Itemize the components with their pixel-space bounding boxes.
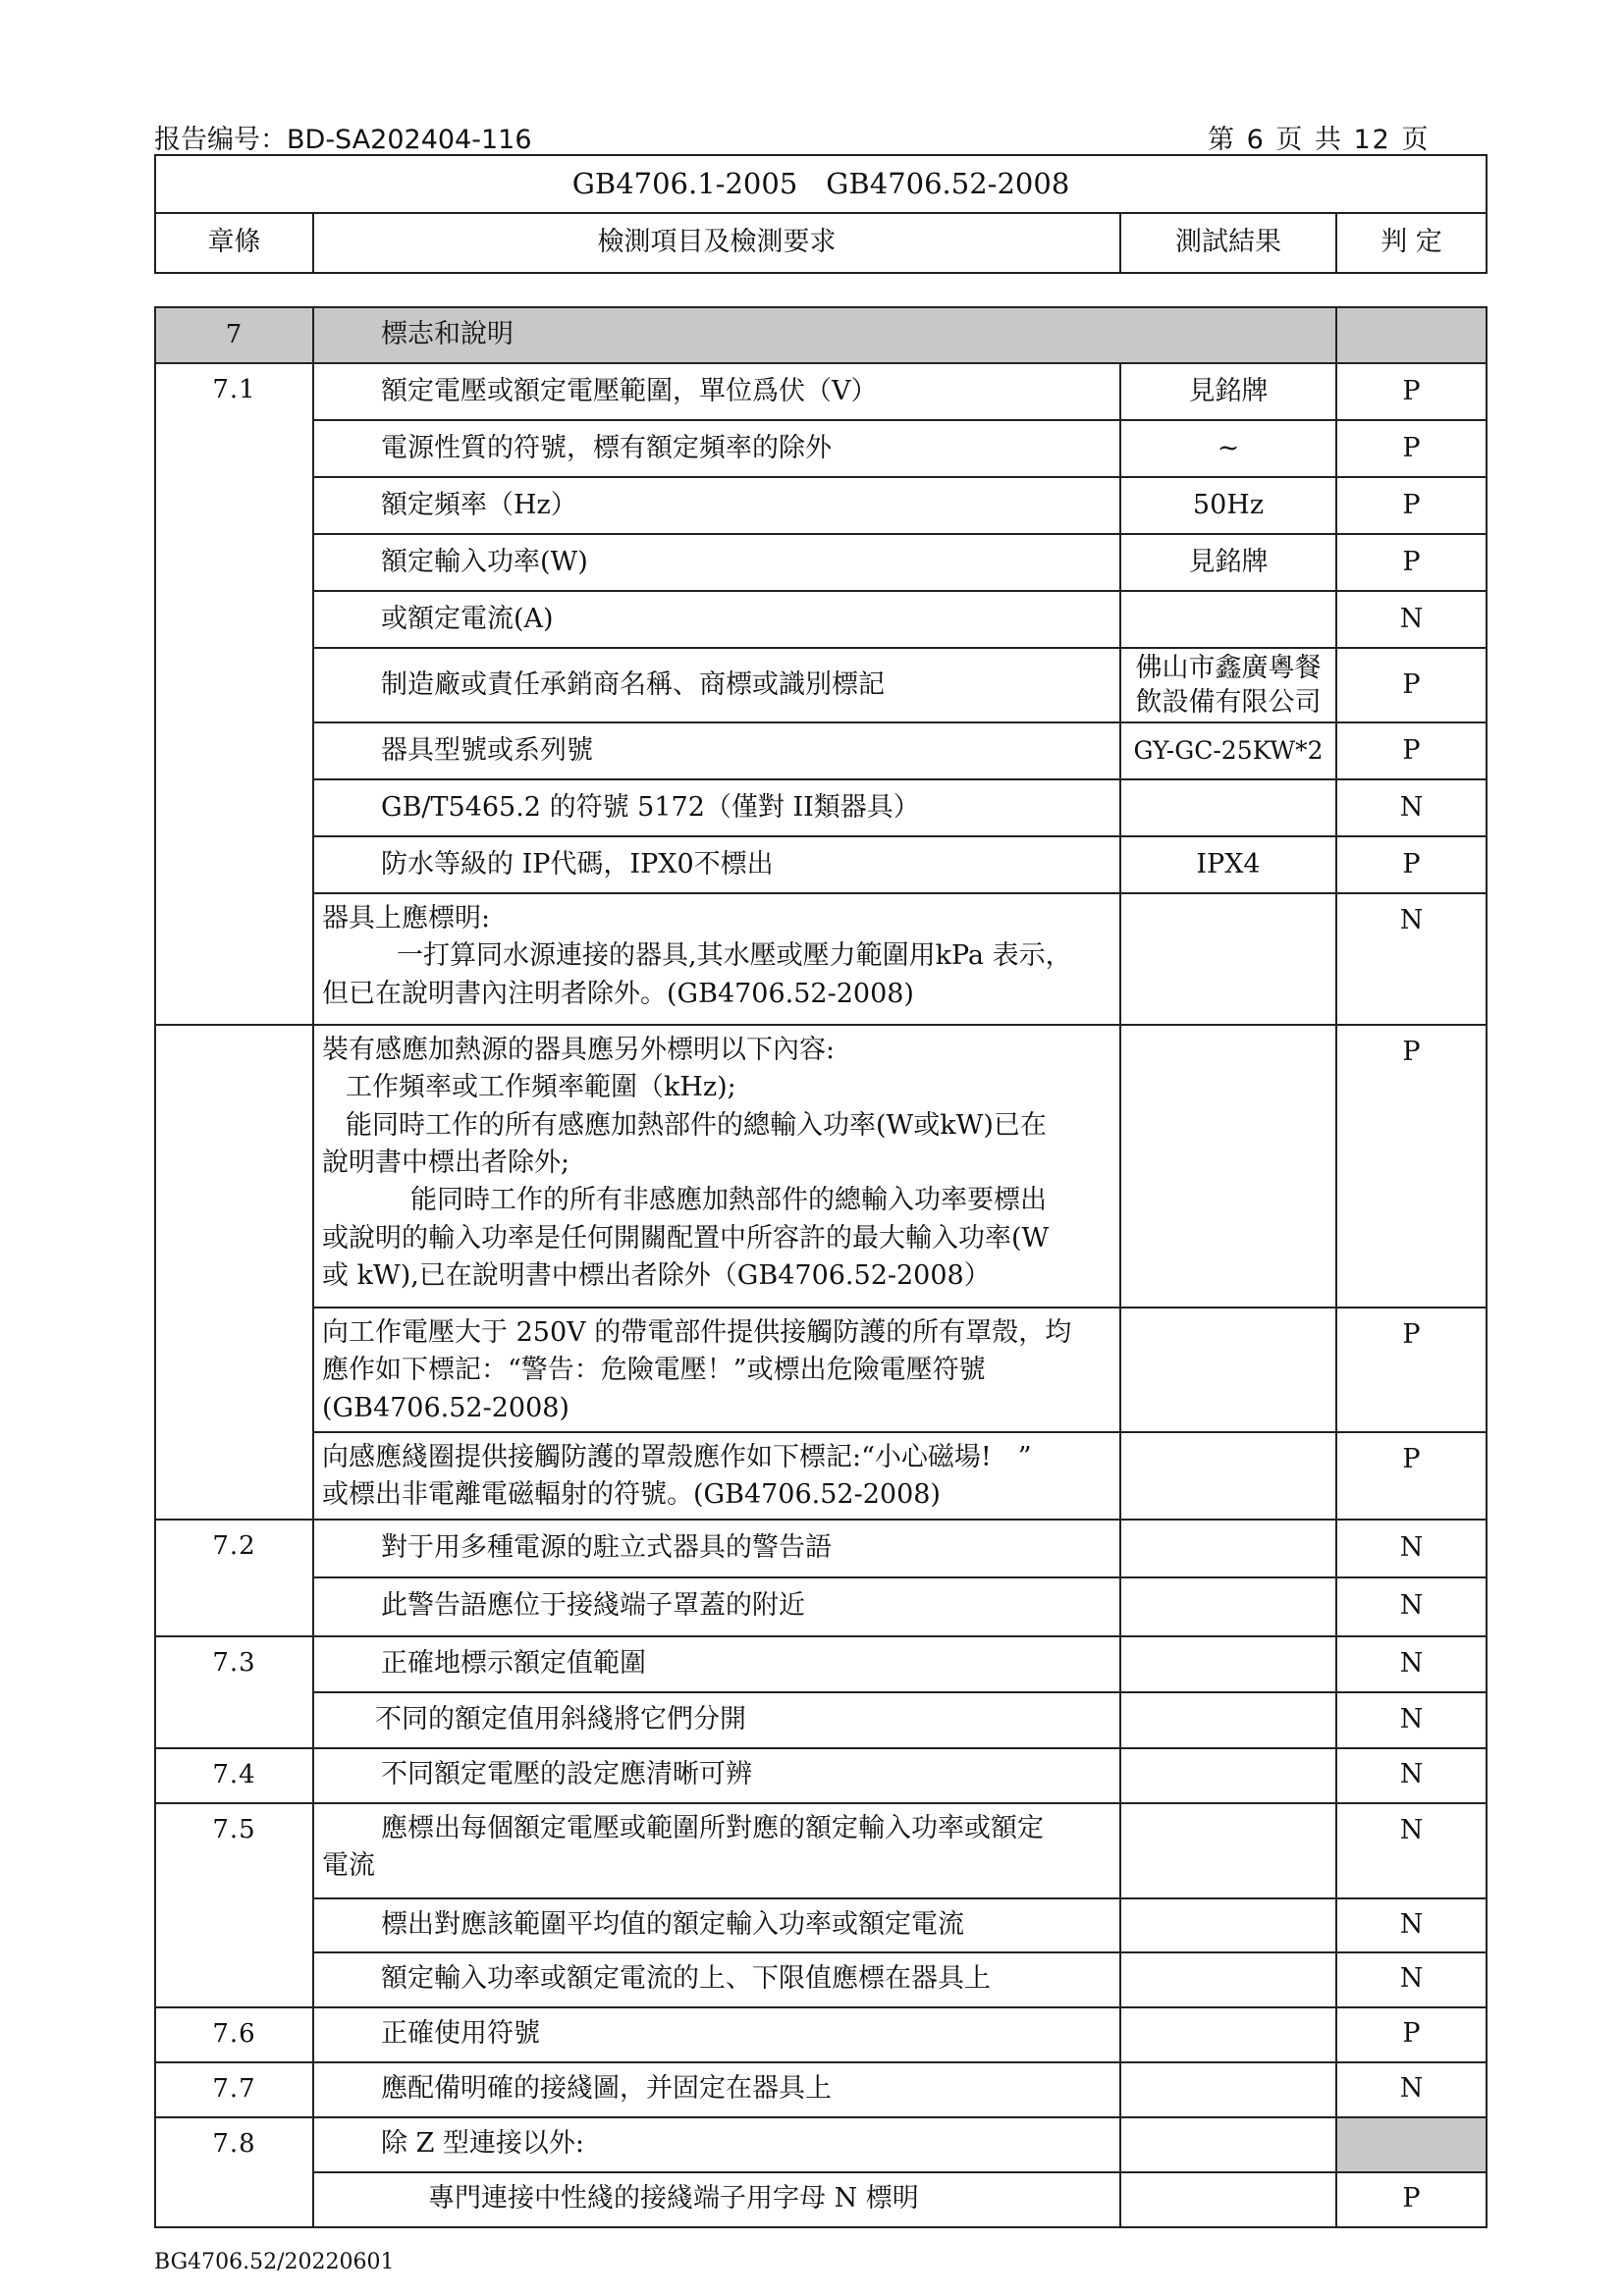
item-text: 不同的額定值用斜綫將它們分開	[313, 1692, 1120, 1748]
item-text: 此警告語應位于接綫端子罩蓋的附近	[313, 1577, 1120, 1636]
verdict-cell: P	[1336, 836, 1487, 893]
verdict-cell	[1336, 2117, 1487, 2172]
item-line: 或標出非電離電磁輻射的符號。(GB4706.52-2008)	[322, 1479, 941, 1511]
item-line: 應作如下標記：“警告：危險電壓！”或標出危險電壓符號	[322, 1355, 986, 1386]
section-title: 標志和說明	[313, 307, 1336, 363]
verdict-cell: N	[1336, 1748, 1487, 1803]
item-text: 除 Z 型連接以外:	[313, 2117, 1120, 2172]
result-cell	[1120, 2007, 1336, 2062]
clause-number: 7.5	[155, 1803, 313, 2007]
item-text: 不同額定電壓的設定應清晰可辨	[313, 1748, 1120, 1803]
table-row	[155, 1748, 1487, 1803]
result-cell: GY-GC-25KW*2	[1120, 722, 1336, 779]
report-number: 报告编号：BD-SA202404-116	[154, 125, 532, 155]
table-row	[155, 2062, 1487, 2117]
verdict-cell	[1336, 307, 1487, 363]
item-text: 額定電壓或額定電壓範圍，單位爲伏（V）	[313, 363, 1120, 420]
table-row	[155, 534, 1487, 591]
col-header-item: 檢測項目及檢測要求	[313, 213, 1120, 273]
verdict-cell: N	[1336, 779, 1487, 836]
standard-title: GB4706.1-2005 GB4706.52-2008	[155, 155, 1487, 213]
result-cell: 見銘牌	[1120, 534, 1336, 591]
result-cell	[1120, 1577, 1336, 1636]
item-line: 向感應綫圈提供接觸防護的罩殼應作如下標記:“小心磁場! ”	[322, 1441, 1032, 1472]
item-line: (GB4706.52-2008)	[322, 1392, 569, 1423]
item-text: 正確使用符號	[313, 2007, 1120, 2062]
item-text: 額定頻率（Hz）	[313, 477, 1120, 534]
verdict-cell: P	[1336, 2172, 1487, 2227]
result-cell	[1120, 2172, 1336, 2227]
col-header-clause: 章條	[155, 213, 313, 273]
verdict-cell: N	[1336, 1520, 1487, 1577]
verdict-cell: N	[1336, 1803, 1487, 1898]
result-cell	[1120, 591, 1336, 648]
item-text: 額定輸入功率或額定電流的上、下限值應標在器具上	[313, 1952, 1120, 2007]
result-cell	[1120, 1520, 1336, 1577]
result-cell: IPX4	[1120, 836, 1336, 893]
item-text: 正確地標示額定值範圍	[313, 1636, 1120, 1692]
table-row	[155, 1577, 1487, 1636]
item-text	[313, 1803, 1120, 1898]
item-text	[313, 1308, 1120, 1432]
result-cell	[1120, 1803, 1336, 1898]
result-cell	[1120, 1748, 1336, 1803]
result-cell	[1120, 1692, 1336, 1748]
item-line: 電流	[322, 1849, 375, 1881]
item-text: 對于用多種電源的駐立式器具的警告語	[313, 1520, 1120, 1577]
table-row	[155, 1692, 1487, 1748]
result-cell	[1120, 1636, 1336, 1692]
result-cell	[1120, 1898, 1336, 1952]
verdict-cell: N	[1336, 893, 1487, 1025]
table-row	[155, 836, 1487, 893]
table-row	[155, 1432, 1487, 1520]
page-info: 第 6 页 共 12 页	[1208, 125, 1431, 155]
verdict-cell: P	[1336, 722, 1487, 779]
result-line: 佛山市鑫廣粵餐	[1135, 652, 1322, 683]
table-row	[155, 363, 1487, 420]
verdict-cell: P	[1336, 2007, 1487, 2062]
verdict-cell: N	[1336, 1898, 1487, 1952]
item-text	[313, 1432, 1120, 1520]
result-cell	[1120, 779, 1336, 836]
table-row	[155, 591, 1487, 648]
item-line: 或 kW),已在說明書中標出者除外（GB4706.52-2008）	[322, 1259, 991, 1291]
item-line: 但已在說明書內注明者除外。(GB4706.52-2008)	[322, 978, 914, 1009]
clause-number	[155, 1025, 313, 1520]
section-row	[155, 307, 1487, 363]
item-line: 能同時工作的所有感應加熱部件的總輸入功率(W或kW)已在	[346, 1109, 1047, 1141]
table-row	[155, 1520, 1487, 1577]
inspection-table	[154, 306, 1488, 2228]
result-cell	[1120, 1952, 1336, 2007]
table-row	[155, 648, 1487, 722]
verdict-cell: N	[1336, 591, 1487, 648]
col-header-result: 測試結果	[1120, 213, 1336, 273]
table-row	[155, 2172, 1487, 2227]
item-line: 一打算同水源連接的器具,其水壓或壓力範圍用kPa 表示，	[397, 940, 1072, 972]
verdict-cell: P	[1336, 477, 1487, 534]
item-line: 或說明的輸入功率是任何開關配置中所容許的最大輸入功率(W	[322, 1222, 1050, 1254]
verdict-cell: N	[1336, 1952, 1487, 2007]
result-cell: ~	[1120, 420, 1336, 477]
item-text: 防水等級的 IP代碼，IPX0不標出	[313, 836, 1120, 893]
item-text	[313, 893, 1120, 1025]
result-cell	[1120, 1432, 1336, 1520]
table-row	[155, 1308, 1487, 1432]
table-row	[155, 1898, 1487, 1952]
table-row	[155, 477, 1487, 534]
item-line: 說明書中標出者除外;	[322, 1147, 570, 1178]
clause-number: 7.2	[155, 1520, 313, 1636]
clause-number: 7.1	[155, 363, 313, 1025]
table-row	[155, 1636, 1487, 1692]
table-row	[155, 779, 1487, 836]
item-text	[313, 1025, 1120, 1308]
clause-number: 7.4	[155, 1748, 313, 1803]
item-line: 能同時工作的所有非感應加熱部件的總輸入功率要標出	[410, 1185, 1047, 1216]
table-row	[155, 893, 1487, 1025]
verdict-cell: P	[1336, 1432, 1487, 1520]
section-number: 7	[155, 307, 313, 363]
result-cell	[1120, 2117, 1336, 2172]
result-cell	[1120, 648, 1336, 722]
table-row	[155, 1803, 1487, 1898]
result-cell	[1120, 2062, 1336, 2117]
header-table	[154, 154, 1488, 274]
verdict-cell: P	[1336, 420, 1487, 477]
clause-number: 7.3	[155, 1636, 313, 1748]
table-row	[155, 1025, 1487, 1308]
item-line: 裝有感應加熱源的器具應另外標明以下內容:	[322, 1035, 836, 1065]
item-text: 電源性質的符號，標有額定頻率的除外	[313, 420, 1120, 477]
verdict-cell: N	[1336, 1692, 1487, 1748]
table-row	[155, 420, 1487, 477]
item-text: 額定輸入功率(W)	[313, 534, 1120, 591]
result-cell	[1120, 1025, 1336, 1308]
verdict-cell: N	[1336, 2062, 1487, 2117]
item-text: 專門連接中性綫的接綫端子用字母 N 標明	[313, 2172, 1120, 2227]
table-row	[155, 722, 1487, 779]
result-cell: 見銘牌	[1120, 363, 1336, 420]
item-line: 工作頻率或工作頻率範圍（kHz);	[346, 1072, 736, 1103]
verdict-cell: P	[1336, 363, 1487, 420]
verdict-cell: P	[1336, 1308, 1487, 1432]
clause-number: 7.6	[155, 2007, 313, 2062]
item-text: 器具型號或系列號	[313, 722, 1120, 779]
clause-number: 7.8	[155, 2117, 313, 2227]
item-text: 或額定電流(A)	[313, 591, 1120, 648]
result-cell	[1120, 893, 1336, 1025]
col-header-verdict: 判 定	[1336, 213, 1487, 273]
table-row	[155, 2007, 1487, 2062]
footer-form-code: BG4706.52/20220601	[154, 2250, 395, 2274]
item-text: 制造廠或責任承銷商名稱、商標或識別標記	[313, 648, 1120, 722]
result-cell	[1120, 1308, 1336, 1432]
item-text: GB/T5465.2 的符號 5172（僅對 II類器具）	[313, 779, 1120, 836]
clause-number: 7.7	[155, 2062, 313, 2117]
result-line: 飲設備有限公司	[1135, 687, 1322, 718]
table-row	[155, 1952, 1487, 2007]
verdict-cell: P	[1336, 534, 1487, 591]
table-row	[155, 2117, 1487, 2172]
item-line: 向工作電壓大于 250V 的帶電部件提供接觸防護的所有罩殼，均	[322, 1317, 1072, 1348]
verdict-cell: P	[1336, 648, 1487, 722]
result-cell: 50Hz	[1120, 477, 1336, 534]
verdict-cell: N	[1336, 1577, 1487, 1636]
item-text: 應配備明確的接綫圖，并固定在器具上	[313, 2062, 1120, 2117]
verdict-cell: N	[1336, 1636, 1487, 1692]
item-line: 應標出每個額定電壓或範圍所對應的額定輸入功率或額定	[381, 1812, 1044, 1843]
item-text: 標出對應該範圍平均值的額定輸入功率或額定電流	[313, 1898, 1120, 1952]
item-line: 器具上應標明:	[322, 903, 491, 934]
verdict-cell: P	[1336, 1025, 1487, 1308]
